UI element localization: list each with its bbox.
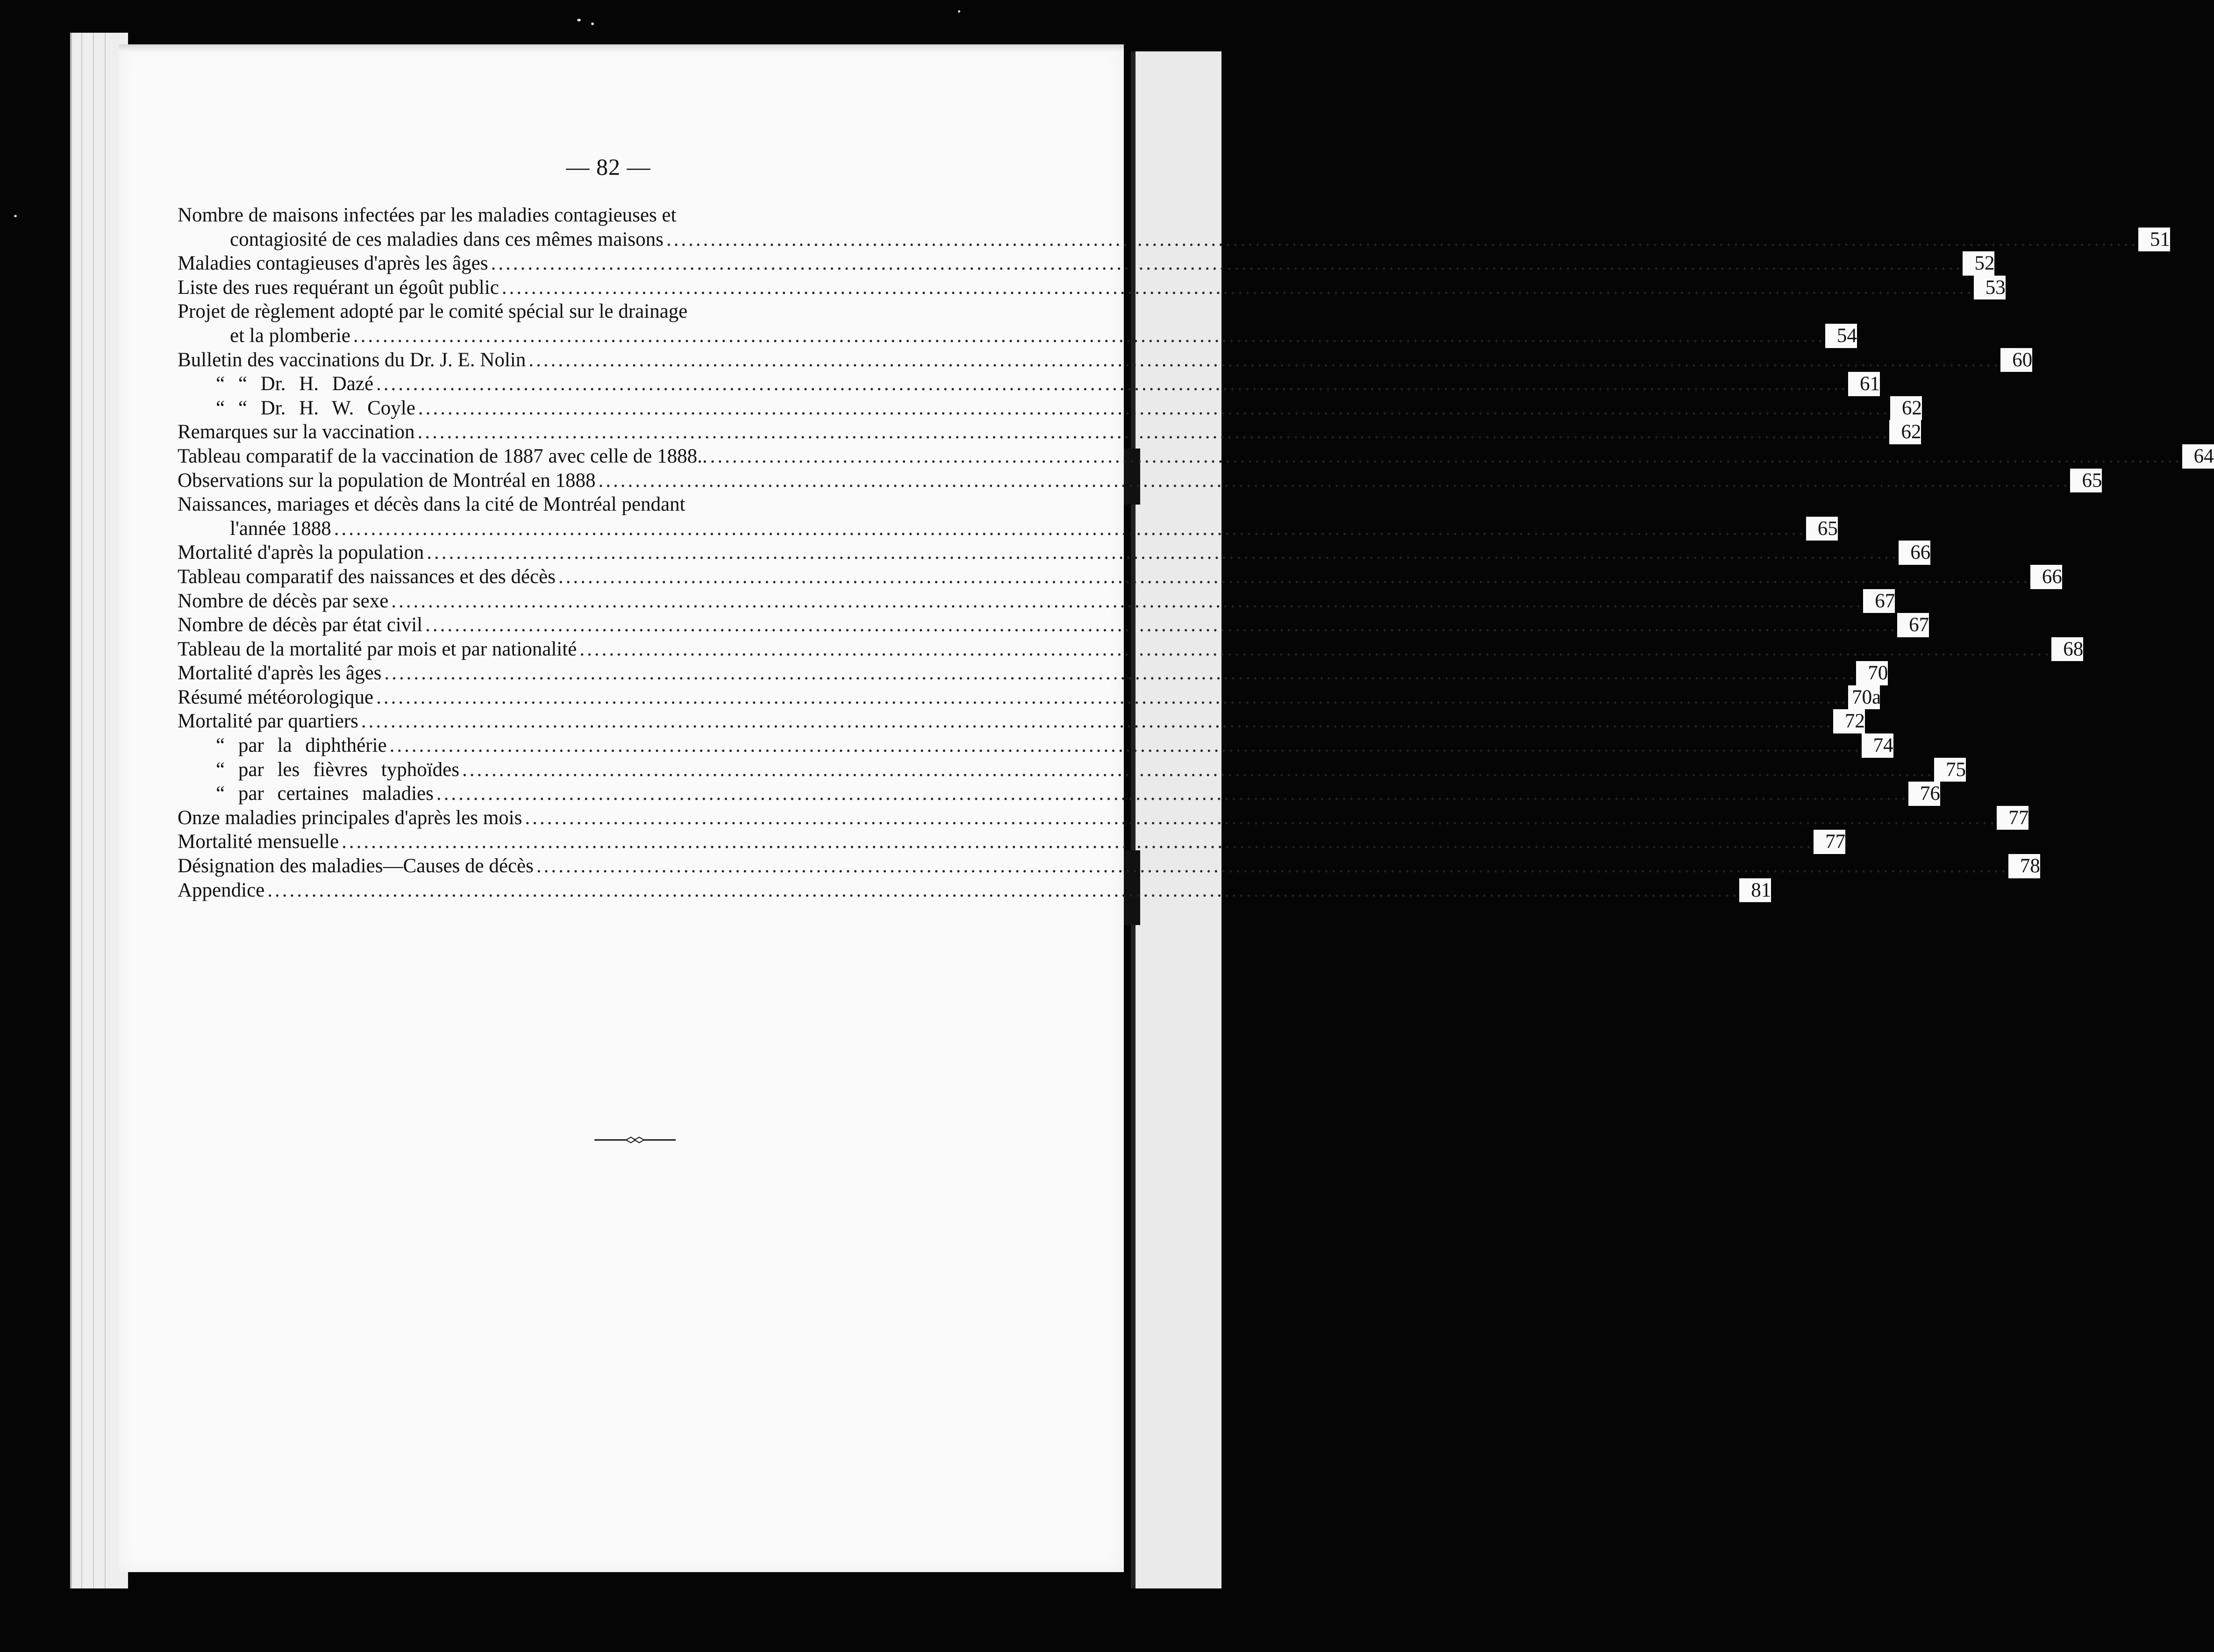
toc-leader-dots: ........................................................................................................................................................................................................ xyxy=(417,421,1890,443)
toc-entry-title: “ par les fièvres typhoïdes xyxy=(178,758,462,782)
scan-speck xyxy=(591,22,594,25)
toc-page-number: 62 xyxy=(1889,420,1921,444)
toc-entry-title: et la plomberie xyxy=(178,324,353,348)
toc-entry xyxy=(178,782,1940,806)
table-of-contents xyxy=(178,203,2214,902)
toc-entry-title: Mortalité d'après les âges xyxy=(178,661,384,685)
toc-leader-dots: ........................................................................................................................................................................................................ xyxy=(391,590,1864,612)
toc-page-number: 67 xyxy=(1863,589,1895,613)
toc-page-number: 81 xyxy=(1739,878,1771,903)
toc-entry xyxy=(178,830,1846,854)
toc-entry-title: l'année 1888 xyxy=(178,517,334,541)
toc-page-number: 72 xyxy=(1833,709,1865,733)
page-number: — 82 — xyxy=(566,154,651,180)
toc-entry-title: Résumé météorologique xyxy=(178,685,376,710)
toc-leader-dots: ........................................................................................................................................................................................................ xyxy=(710,445,2182,467)
toc-leader-dots: ........................................................................................................................................................................................................ xyxy=(536,855,2008,877)
toc-entry-title: Projet de règlement adopté par le comité spécial sur le drainage xyxy=(178,299,690,324)
toc-entry-title: Onze maladies principales d'après les mois xyxy=(178,806,525,830)
toc-page-number: 54 xyxy=(1825,324,1857,348)
toc-entry xyxy=(178,492,990,517)
toc-entry xyxy=(178,203,990,228)
toc-page-number: 68 xyxy=(2051,637,2083,662)
toc-page-number: 65 xyxy=(2070,469,2102,493)
toc-page-number: 65 xyxy=(1806,517,1838,541)
toc-page-number: 66 xyxy=(1899,541,1930,565)
toc-leader-dots: ........................................................................................................................................................................................................ xyxy=(598,469,2071,491)
toc-leader-dots: ........................................................................................................................................................................................................ xyxy=(376,373,1849,395)
toc-page-number: 52 xyxy=(1963,251,1994,276)
toc-entry-title: Tableau comparatif des naissances et des décès xyxy=(178,565,558,589)
toc-leader-dots: ........................................................................................................................................................................................................ xyxy=(427,541,1899,564)
toc-leader-dots: ........................................................................................................................................................................................................ xyxy=(501,276,1974,299)
toc-entry xyxy=(178,565,2062,589)
toc-leader-dots: ........................................................................................................................................................................................................ xyxy=(525,806,1997,829)
toc-entry xyxy=(178,541,1931,565)
toc-entry xyxy=(178,661,1888,685)
toc-page-number: 60 xyxy=(2000,348,2032,372)
toc-entry-title: Appendice xyxy=(178,878,267,903)
ornament-divider xyxy=(594,1135,676,1145)
toc-page-number: 77 xyxy=(1814,830,1845,854)
toc-entry-title: Mortalité d'après la population xyxy=(178,541,427,565)
toc-entry-title: contagiosité de ces maladies dans ces mêmes maisons xyxy=(178,228,666,252)
toc-leader-dots: ........................................................................................................................................................................................................ xyxy=(491,252,1963,275)
page-edge-line xyxy=(93,33,94,1588)
toc-entry-title: Observations sur la population de Montréal en 1888 xyxy=(178,469,598,493)
toc-entry xyxy=(178,324,1857,348)
toc-page-number: 62 xyxy=(1890,396,1922,420)
toc-entry xyxy=(178,469,2102,493)
scan-speck xyxy=(958,10,960,13)
toc-leader-dots: ........................................................................................................................................................................................................ xyxy=(267,879,1740,901)
toc-leader-dots: ........................................................................................................................................................................................................ xyxy=(376,686,1849,708)
toc-page-number: 75 xyxy=(1934,758,1966,782)
toc-entry-title: Liste des rues requérant un égoût public xyxy=(178,276,502,300)
toc-entry xyxy=(178,758,1966,782)
toc-leader-dots: ........................................................................................................................................................................................................ xyxy=(579,638,2052,660)
toc-entry xyxy=(178,613,1929,637)
toc-page-number: 76 xyxy=(1908,782,1940,806)
toc-entry-title: “ par certaines maladies xyxy=(178,782,436,806)
toc-page-number: 64 xyxy=(2182,444,2214,469)
toc-leader-dots: ........................................................................................................................................................................................................ xyxy=(425,614,1898,636)
toc-page-number: 74 xyxy=(1862,733,1893,758)
toc-leader-dots: ........................................................................................................................................................................................................ xyxy=(462,758,1934,781)
toc-page-number: 61 xyxy=(1848,372,1880,396)
toc-entry-title: Mortalité mensuelle xyxy=(178,830,342,854)
toc-leader-dots: ........................................................................................................................................................................................................ xyxy=(436,783,1908,805)
toc-entry-title: Nombre de décès par état civil xyxy=(178,613,425,637)
page-edge-line xyxy=(81,33,82,1588)
toc-entry xyxy=(178,444,2214,469)
page-top-shadow xyxy=(119,44,1124,53)
toc-page-number: 77 xyxy=(1997,806,2028,830)
toc-leader-dots: ........................................................................................................................................................................................................ xyxy=(529,349,2001,371)
toc-entry-title: Maladies contagieuses d'après les âges xyxy=(178,251,491,276)
toc-entry-title: Naissances, mariages et décès dans la cité de Montréal pendant xyxy=(178,492,688,517)
toc-entry-title: “ “ Dr. H. Dazé xyxy=(178,372,376,396)
toc-entry-title: Remarques sur la vaccination xyxy=(178,420,417,444)
toc-leader-dots: ........................................................................................................................................................................................................ xyxy=(666,228,2138,250)
toc-page-number: 70a xyxy=(1848,685,1880,710)
toc-entry-title: Bulletin des vaccinations du Dr. J. E. Nolin xyxy=(178,348,529,372)
toc-page-number: 70 xyxy=(1856,661,1888,685)
toc-page-number: 51 xyxy=(2138,228,2170,252)
toc-page-number: 66 xyxy=(2030,565,2062,589)
toc-entry xyxy=(178,878,1771,903)
toc-entry xyxy=(178,348,2033,372)
toc-entry xyxy=(178,420,1921,444)
toc-entry xyxy=(178,517,1838,541)
toc-entry xyxy=(178,372,1880,396)
toc-leader-dots: ........................................................................................................................................................................................................ xyxy=(418,397,1890,419)
toc-entry-title: Tableau de la mortalité par mois et par nationalité xyxy=(178,637,579,662)
toc-entry-title: “ par la diphthérie xyxy=(178,733,390,758)
toc-page-number: 78 xyxy=(2008,854,2040,878)
toc-entry-title: Désignation des maladies—Causes de décès xyxy=(178,854,536,878)
scan-speck xyxy=(14,215,17,217)
toc-page-number: 67 xyxy=(1897,613,1929,637)
toc-entry xyxy=(178,637,2084,662)
toc-entry xyxy=(178,685,1881,710)
toc-entry-title: Mortalité par quartiers xyxy=(178,709,361,733)
toc-page-number: 53 xyxy=(1974,276,2006,300)
toc-entry xyxy=(178,251,1995,276)
toc-entry xyxy=(178,589,1895,613)
scan-speck xyxy=(577,19,581,21)
toc-leader-dots: ........................................................................................................................................................................................................ xyxy=(334,517,1806,540)
toc-leader-dots: ........................................................................................................................................................................................................ xyxy=(558,565,2030,588)
toc-entry xyxy=(178,396,1922,420)
page-edge-line xyxy=(105,33,106,1588)
toc-entry xyxy=(178,276,2006,300)
toc-leader-dots: ........................................................................................................................................................................................................ xyxy=(353,324,1825,347)
toc-leader-dots: ........................................................................................................................................................................................................ xyxy=(384,662,1857,684)
toc-leader-dots: ........................................................................................................................................................................................................ xyxy=(342,831,1814,853)
toc-entry-title: Nombre de décès par sexe xyxy=(178,589,391,613)
toc-entry xyxy=(178,854,2040,878)
toc-entry xyxy=(178,299,990,324)
toc-entry xyxy=(178,709,1865,733)
toc-entry xyxy=(178,806,2029,830)
toc-entry xyxy=(178,733,1893,758)
toc-entry-title: “ “ Dr. H. W. Coyle xyxy=(178,396,418,420)
toc-leader-dots: ........................................................................................................................................................................................................ xyxy=(389,734,1862,757)
toc-entry-title: Tableau comparatif de la vaccination de 1887 avec celle de 1888.. xyxy=(178,444,710,469)
toc-leader-dots: ........................................................................................................................................................................................................ xyxy=(361,710,1833,733)
toc-entry-title: Nombre de maisons infectées par les maladies contagieuses et xyxy=(178,203,679,228)
toc-entry xyxy=(178,228,2170,252)
